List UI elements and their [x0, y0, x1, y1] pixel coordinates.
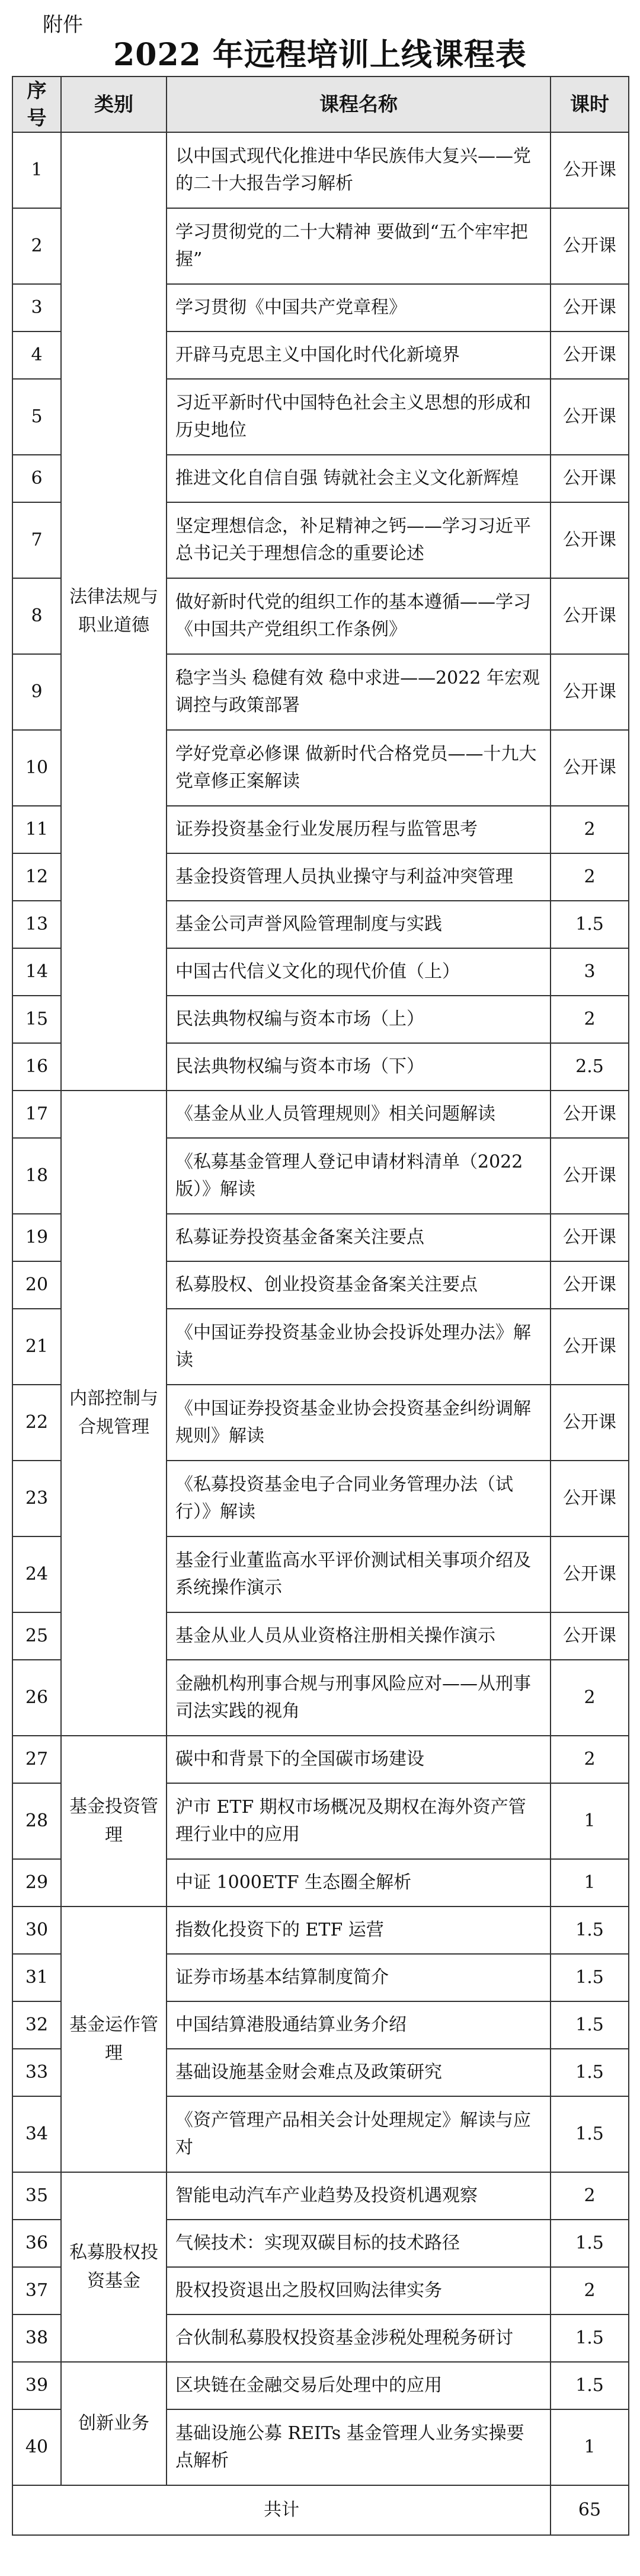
row-number: 25 — [12, 1612, 61, 1660]
course-hours: 公开课 — [551, 1461, 629, 1536]
row-number: 39 — [12, 2362, 61, 2409]
course-hours: 1.5 — [551, 2362, 629, 2409]
row-number: 40 — [12, 2409, 61, 2485]
row-number: 26 — [12, 1660, 61, 1736]
row-number: 33 — [12, 2049, 61, 2096]
course-hours: 2.5 — [551, 1043, 629, 1091]
course-hours: 1.5 — [551, 2096, 629, 2172]
course-name: 《私募投资基金电子合同业务管理办法（试行）》解读 — [167, 1461, 551, 1536]
category-cell: 创新业务 — [61, 2362, 167, 2485]
course-name: 《私募基金管理人登记申请材料清单（2022版）》解读 — [167, 1138, 551, 1214]
category-cell: 法律法规与职业道德 — [61, 132, 167, 1091]
table-row — [12, 132, 629, 208]
course-name: 《中国证券投资基金业协会投资基金纠纷调解规则》解读 — [167, 1385, 551, 1461]
table-header-row — [12, 76, 629, 132]
course-name: 坚定理想信念，补足精神之钙——学习习近平总书记关于理想信念的重要论述 — [167, 502, 551, 578]
course-name: 指数化投资下的 ETF 运营 — [167, 1907, 551, 1954]
course-hours: 1 — [551, 1859, 629, 1907]
category-cell: 私募股权投资基金 — [61, 2172, 167, 2362]
row-number: 28 — [12, 1783, 61, 1859]
row-number: 37 — [12, 2267, 61, 2314]
course-name: 基金行业董监高水平评价测试相关事项介绍及系统操作演示 — [167, 1536, 551, 1612]
course-hours: 公开课 — [551, 654, 629, 730]
row-number: 36 — [12, 2220, 61, 2267]
row-number: 5 — [12, 379, 61, 455]
row-number: 18 — [12, 1138, 61, 1214]
course-hours: 2 — [551, 1660, 629, 1736]
course-hours: 公开课 — [551, 1536, 629, 1612]
course-name: 学好党章必修课 做新时代合格党员——十九大党章修正案解读 — [167, 730, 551, 806]
row-number: 8 — [12, 578, 61, 654]
course-hours: 公开课 — [551, 730, 629, 806]
course-name: 学习贯彻《中国共产党章程》 — [167, 284, 551, 331]
course-name: 民法典物权编与资本市场（上） — [167, 996, 551, 1043]
course-hours: 1.5 — [551, 901, 629, 948]
course-name: 学习贯彻党的二十大精神 要做到“五个牢牢把握” — [167, 208, 551, 284]
course-hours: 3 — [551, 948, 629, 996]
course-name: 私募证券投资基金备案关注要点 — [167, 1214, 551, 1261]
row-number: 19 — [12, 1214, 61, 1261]
row-number: 9 — [12, 654, 61, 730]
course-name: 基础设施基金财会难点及政策研究 — [167, 2049, 551, 2096]
course-hours: 1.5 — [551, 2049, 629, 2096]
course-name: 股权投资退出之股权回购法律实务 — [167, 2267, 551, 2314]
course-hours: 公开课 — [551, 455, 629, 502]
attachment-label: 附件 — [43, 13, 83, 37]
row-number: 3 — [12, 284, 61, 331]
total-row — [12, 2485, 629, 2535]
row-number: 32 — [12, 2001, 61, 2049]
row-number: 35 — [12, 2172, 61, 2220]
course-hours: 1.5 — [551, 2314, 629, 2362]
table-row — [12, 2172, 629, 2220]
course-name: 《中国证券投资基金业协会投诉处理办法》解读 — [167, 1309, 551, 1385]
row-number: 10 — [12, 730, 61, 806]
row-number: 34 — [12, 2096, 61, 2172]
course-hours: 2 — [551, 853, 629, 901]
course-name: 《资产管理产品相关会计处理规定》解读与应对 — [167, 2096, 551, 2172]
course-name: 中国古代信义文化的现代价值（上） — [167, 948, 551, 996]
category-cell: 内部控制与合规管理 — [61, 1091, 167, 1736]
course-name: 基金从业人员从业资格注册相关操作演示 — [167, 1612, 551, 1660]
header-hours: 课时 — [551, 76, 629, 132]
course-name: 智能电动汽车产业趋势及投资机遇观察 — [167, 2172, 551, 2220]
course-name: 中国结算港股通结算业务介绍 — [167, 2001, 551, 2049]
row-number: 15 — [12, 996, 61, 1043]
course-hours: 2 — [551, 806, 629, 853]
course-name: 沪市 ETF 期权市场概况及期权在海外资产管理行业中的应用 — [167, 1783, 551, 1859]
course-hours: 公开课 — [551, 1385, 629, 1461]
row-number: 14 — [12, 948, 61, 996]
row-number: 20 — [12, 1261, 61, 1309]
course-hours: 公开课 — [551, 1309, 629, 1385]
course-name: 合伙制私募股权投资基金涉税处理税务研讨 — [167, 2314, 551, 2362]
course-hours: 1.5 — [551, 1954, 629, 2001]
course-name: 基础设施公募 REITs 基金管理人业务实操要点解析 — [167, 2409, 551, 2485]
course-hours: 公开课 — [551, 208, 629, 284]
row-number: 23 — [12, 1461, 61, 1536]
course-name: 做好新时代党的组织工作的基本遵循——学习《中国共产党组织工作条例》 — [167, 578, 551, 654]
course-hours: 公开课 — [551, 1138, 629, 1214]
category-cell: 基金投资管理 — [61, 1736, 167, 1907]
header-category: 类别 — [61, 76, 167, 132]
course-name: 民法典物权编与资本市场（下） — [167, 1043, 551, 1091]
course-hours: 2 — [551, 2267, 629, 2314]
row-number: 22 — [12, 1385, 61, 1461]
course-name: 气候技术：实现双碳目标的技术路径 — [167, 2220, 551, 2267]
row-number: 30 — [12, 1907, 61, 1954]
course-name: 金融机构刑事合规与刑事风险应对——从刑事司法实践的视角 — [167, 1660, 551, 1736]
course-hours: 公开课 — [551, 502, 629, 578]
course-hours: 公开课 — [551, 284, 629, 331]
course-hours: 2 — [551, 2172, 629, 2220]
course-hours: 公开课 — [551, 578, 629, 654]
course-name: 以中国式现代化推进中华民族伟大复兴——党的二十大报告学习解析 — [167, 132, 551, 208]
header-course: 课程名称 — [167, 76, 551, 132]
course-name: 区块链在金融交易后处理中的应用 — [167, 2362, 551, 2409]
page-title: 2022 年远程培训上线课程表 — [113, 37, 527, 73]
table-row — [12, 1091, 629, 1138]
row-number: 12 — [12, 853, 61, 901]
course-name: 私募股权、创业投资基金备案关注要点 — [167, 1261, 551, 1309]
row-number: 7 — [12, 502, 61, 578]
row-number: 17 — [12, 1091, 61, 1138]
course-name: 碳中和背景下的全国碳市场建设 — [167, 1736, 551, 1783]
course-table-body — [12, 132, 629, 2485]
total-hours: 65 — [551, 2485, 629, 2535]
row-number: 24 — [12, 1536, 61, 1612]
row-number: 38 — [12, 2314, 61, 2362]
category-cell: 基金运作管理 — [61, 1907, 167, 2172]
course-name: 基金公司声誉风险管理制度与实践 — [167, 901, 551, 948]
course-hours: 公开课 — [551, 132, 629, 208]
course-hours: 公开课 — [551, 1612, 629, 1660]
row-number: 4 — [12, 331, 61, 379]
course-hours: 公开课 — [551, 1214, 629, 1261]
row-number: 13 — [12, 901, 61, 948]
row-number: 16 — [12, 1043, 61, 1091]
course-hours: 1 — [551, 2409, 629, 2485]
course-hours: 公开课 — [551, 1261, 629, 1309]
table-row — [12, 1736, 629, 1783]
course-name: 证券投资基金行业发展历程与监管思考 — [167, 806, 551, 853]
course-hours: 1.5 — [551, 2001, 629, 2049]
course-hours: 2 — [551, 1736, 629, 1783]
row-number: 27 — [12, 1736, 61, 1783]
course-name: 证券市场基本结算制度简介 — [167, 1954, 551, 2001]
course-name: 《基金从业人员管理规则》相关问题解读 — [167, 1091, 551, 1138]
course-hours: 1.5 — [551, 2220, 629, 2267]
course-name: 推进文化自信自强 铸就社会主义文化新辉煌 — [167, 455, 551, 502]
course-name: 习近平新时代中国特色社会主义思想的形成和历史地位 — [167, 379, 551, 455]
course-name: 中证 1000ETF 生态圈全解析 — [167, 1859, 551, 1907]
course-name: 开辟马克思主义中国化时代化新境界 — [167, 331, 551, 379]
row-number: 21 — [12, 1309, 61, 1385]
course-hours: 公开课 — [551, 331, 629, 379]
row-number: 31 — [12, 1954, 61, 2001]
row-number: 6 — [12, 455, 61, 502]
course-name: 基金投资管理人员执业操守与利益冲突管理 — [167, 853, 551, 901]
course-hours: 1 — [551, 1783, 629, 1859]
row-number: 11 — [12, 806, 61, 853]
table-row — [12, 2362, 629, 2409]
course-table — [12, 76, 629, 2536]
course-hours: 1.5 — [551, 1907, 629, 1954]
row-number: 2 — [12, 208, 61, 284]
row-number: 1 — [12, 132, 61, 208]
course-name: 稳字当头 稳健有效 稳中求进——2022 年宏观调控与政策部署 — [167, 654, 551, 730]
total-label: 共计 — [12, 2485, 551, 2535]
course-hours: 2 — [551, 996, 629, 1043]
row-number: 29 — [12, 1859, 61, 1907]
table-row — [12, 1907, 629, 1954]
course-hours: 公开课 — [551, 1091, 629, 1138]
header-no: 序号 — [12, 76, 61, 132]
course-hours: 公开课 — [551, 379, 629, 455]
